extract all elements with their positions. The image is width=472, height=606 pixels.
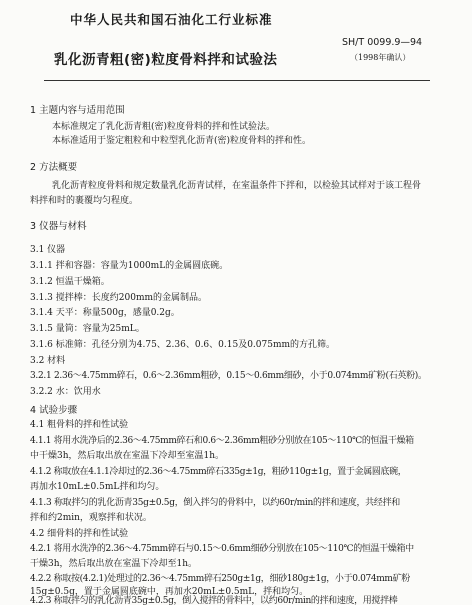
paragraph: 料拌和时的裹覆均匀程度。 [30,196,139,206]
section-heading: 3 仪器与材料 [30,221,87,232]
clause-line: 4.1.1 将用水洗净后的2.36～4.75mm碎石和0.6～2.36mm粗砂分别放在105～110℃的恒温干燥箱 [30,436,414,446]
clause-line: 15g±0.5g，置于金属圆底碗中，再加水20mL±0.5mL，拌和均匀。 [30,587,309,597]
section-heading: 4 试验步骤 [30,405,78,416]
clause-line: 3.1.4 天平：称量500g，感量0.2g。 [30,308,180,318]
clause-line: 4.1.2 称取放在4.1.1冷却过的2.36～4.75mm碎石335g±1g，粗砂110g±1g，置于金属圆底碗， [30,467,407,477]
clause-line: 再加水10mL±0.5mL拌和均匀。 [30,482,165,492]
standard-header: 中华人民共和国石油化工行业标准 [70,12,273,27]
title-rule [44,80,430,81]
clause-line: 4.2.1 将用水洗净的2.36～4.75mm碎石与0.15～0.6mm细砂分别放在105～110℃的恒温干燥箱中 [30,544,414,554]
clause-line: 中干燥3h，然后取出放在室温下冷却至室温1h。 [30,451,225,461]
sub-heading: 4.1 粗骨料的拌和性试验 [30,420,129,430]
paragraph: 本标准规定了乳化沥青粗(密)粒度骨料的拌和性试验法。 [52,122,276,132]
sub-heading: 3.2 材料 [30,356,66,366]
year-note: （1998年确认） [350,53,411,62]
clause-line: 拌和约2min，观察拌和状况。 [30,513,152,523]
clause-line: 4.1.3 称取拌匀的乳化沥青35g±0.5g，倒入拌匀的骨料中，以约60r/min的拌和速度，共经拌和 [30,498,400,508]
clause-line: 干燥3h，然后取出放在室温下冷却至1h。 [30,559,198,569]
clause-line: 3.1.5 量筒：容量为25mL。 [30,324,145,334]
standard-code: SH/T 0099.9—94 [342,37,423,48]
paragraph: 本标准适用于鉴定粗粒和中粒型乳化沥青(密)粒度骨料的拌和性。 [52,136,312,146]
section-heading: 2 方法概要 [30,162,78,173]
document-title: 乳化沥青粗(密)粒度骨料拌和试验法 [54,52,278,68]
clause-line: 3.2.1 2.36～4.75mm碎石，0.6～2.36mm粗砂，0.15～0.6mm细砂，小于0.074mm矿粉(石英粉)。 [30,371,427,381]
clause-line: 4.2.2 称取按(4.2.1)处理过的2.36～4.75mm碎石250g±1g，细砂180g±1g，小于0.074mm矿粉 [30,574,410,584]
clause-line: 3.1.6 标准筛：孔径分别为4.75、2.36、0.6、0.15及0.075mm的方孔筛。 [30,340,336,350]
clause-line: 3.1.2 恒温干燥箱。 [30,277,110,287]
sub-heading: 4.2 细骨料的拌和性试验 [30,529,129,539]
section-heading: 1 主题内容与适用范围 [30,105,125,116]
clause-line: 4.2.3 称取拌匀的乳化沥青35g±0.5g，倒入搅拌的骨料中，以约60r/min的拌和速度，用搅拌棒 [30,596,398,606]
paragraph: 乳化沥青粒度骨料和规定数量乳化沥青试样，在室温条件下拌和，以检验其试样对于该工程骨 [52,181,422,191]
clause-line: 3.2.2 水：饮用水 [30,387,101,397]
clause-line: 3.1.3 搅拌棒：长度约200mm的金属制品。 [30,293,208,303]
clause-line: 3.1.1 拌和容器：容量为1000mL的金属圆底碗。 [30,261,229,271]
sub-heading: 3.1 仪器 [30,245,66,255]
